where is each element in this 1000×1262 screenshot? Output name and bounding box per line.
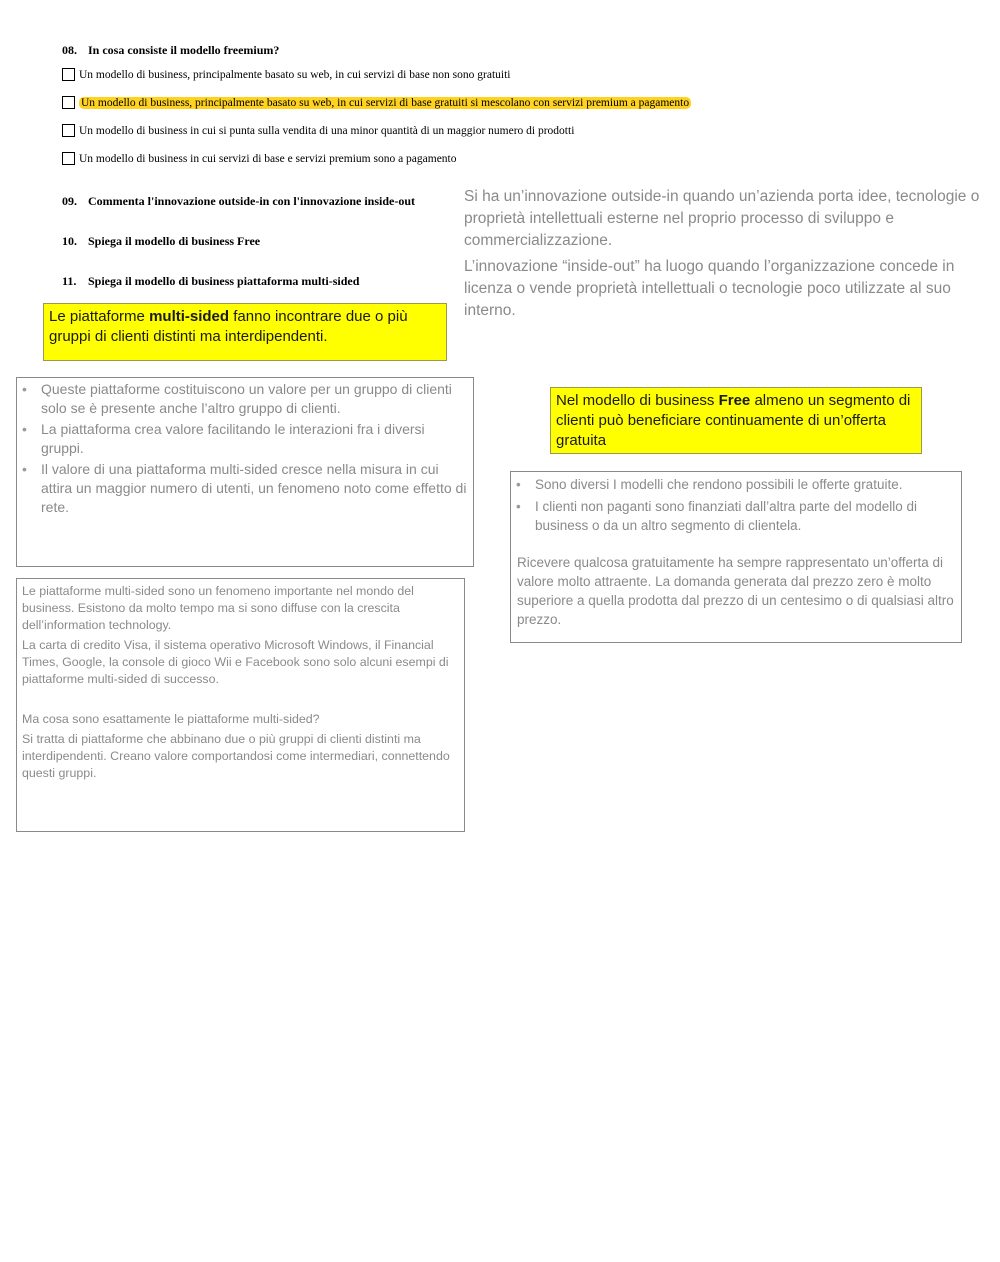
answer-option-text-highlighted: Un modello di business, principalmente basato su web, in cui servizi di base gratuiti si mescolano con servizi premium a pagamento <box>81 96 690 109</box>
answer-option-1[interactable] <box>62 68 511 81</box>
free-definition-box: Nel modello di business Free almeno un segmento di clienti può beneficiare continuamente di un’offerta gratuita <box>550 387 922 454</box>
bullet-item: • Il valore di una piattaforma multi-sided cresce nella misura in cui attira un maggior numero di utenti, un fenomeno noto come effetto di rete. <box>17 460 467 517</box>
answer-option-2[interactable] <box>62 96 691 109</box>
multisided-details-box <box>16 578 465 832</box>
paragraph: Ricevere qualcosa gratuitamente ha sempre rappresentato un’offerta di valore molto attraente. La domanda generata dal prezzo zero è molto superiore a quella prodotta dal prezzo di un centesimo o di qualsiasi altro prezzo. <box>517 555 954 627</box>
checkbox[interactable] <box>62 96 75 109</box>
innovation-answer <box>464 186 984 322</box>
paragraph: Le piattaforme multi-sided sono un fenomeno importante nel mondo del business. Esistono da molto tempo ma si sono diffuse con la crescita dell’information technology. <box>22 584 414 632</box>
checkbox[interactable] <box>62 152 75 165</box>
question-text: Spiega il modello di business Free <box>88 234 261 248</box>
question-number: 09. <box>62 194 77 208</box>
question-08-title <box>62 43 279 58</box>
question-number: 10. <box>62 234 77 248</box>
paragraph: La carta di credito Visa, il sistema operativo Microsoft Windows, il Financial Times, Google, la console di gioco Wii e Facebook sono solo alcuni esempi di piattaforme multi-sided di successo. <box>22 638 449 686</box>
outside-in-paragraph: Si ha un’innovazione outside-in quando un’azienda porta idee, tecnologie o proprietà intellettuali esterne nel proprio processo di sviluppo e commercializzazione. <box>464 188 980 249</box>
multisided-bullets-box <box>16 377 474 567</box>
free-details-box <box>510 471 962 643</box>
answer-option-4[interactable] <box>62 152 457 165</box>
answer-option-text: Un modello di business in cui servizi di base e servizi premium sono a pagamento <box>79 152 457 165</box>
checkbox[interactable] <box>62 124 75 137</box>
question-10-title <box>62 234 260 249</box>
question-text: Commenta l'innovazione outside-in con l'innovazione inside-out <box>88 194 416 208</box>
question-11-title <box>62 274 359 289</box>
question-number: 11. <box>62 274 77 288</box>
question-number: 08. <box>62 43 77 57</box>
question-text: In cosa consiste il modello freemium? <box>88 43 280 57</box>
paragraph: Si tratta di piattaforme che abbinano due o più gruppi di clienti distinti ma interdipendenti. Creano valore comportandosi come intermediari, connettendo questi gruppi. <box>22 732 450 780</box>
bullet-item: • Sono diversi I modelli che rendono possibili le offerte gratuite. <box>511 475 955 494</box>
multisided-definition-box: Le piattaforme multi-sided fanno incontrare due o più gruppi di clienti distinti ma interdipendenti. <box>43 303 447 361</box>
paragraph: Ma cosa sono esattamente le piattaforme multi-sided? <box>22 712 320 726</box>
inside-out-paragraph: L’innovazione “inside-out” ha luogo quando l’organizzazione concede in licenza o vende proprietà intellettuali o tecnologie poco utilizzate al suo interno. <box>464 258 955 319</box>
bold-term: multi-sided <box>149 308 230 325</box>
question-09-title <box>62 194 415 209</box>
bullet-item: • Queste piattaforme costituiscono un valore per un gruppo di clienti solo se è presente anche l’altro gruppo di clienti. <box>17 380 467 418</box>
answer-option-text: Un modello di business, principalmente basato su web, in cui servizi di base non sono gratuiti <box>79 68 511 81</box>
bold-term: Free <box>718 392 751 409</box>
checkbox[interactable] <box>62 68 75 81</box>
bullet-item: • I clienti non paganti sono finanziati dall’altra parte del modello di business o da un altro segmento di clientela. <box>511 497 955 535</box>
answer-option-3[interactable] <box>62 124 574 137</box>
question-text: Spiega il modello di business piattaforma multi-sided <box>88 274 360 288</box>
bullet-item: • La piattaforma crea valore facilitando le interazioni fra i diversi gruppi. <box>17 420 467 458</box>
answer-option-text: Un modello di business in cui si punta sulla vendita di una minor quantità di un maggior numero di prodotti <box>79 124 575 137</box>
